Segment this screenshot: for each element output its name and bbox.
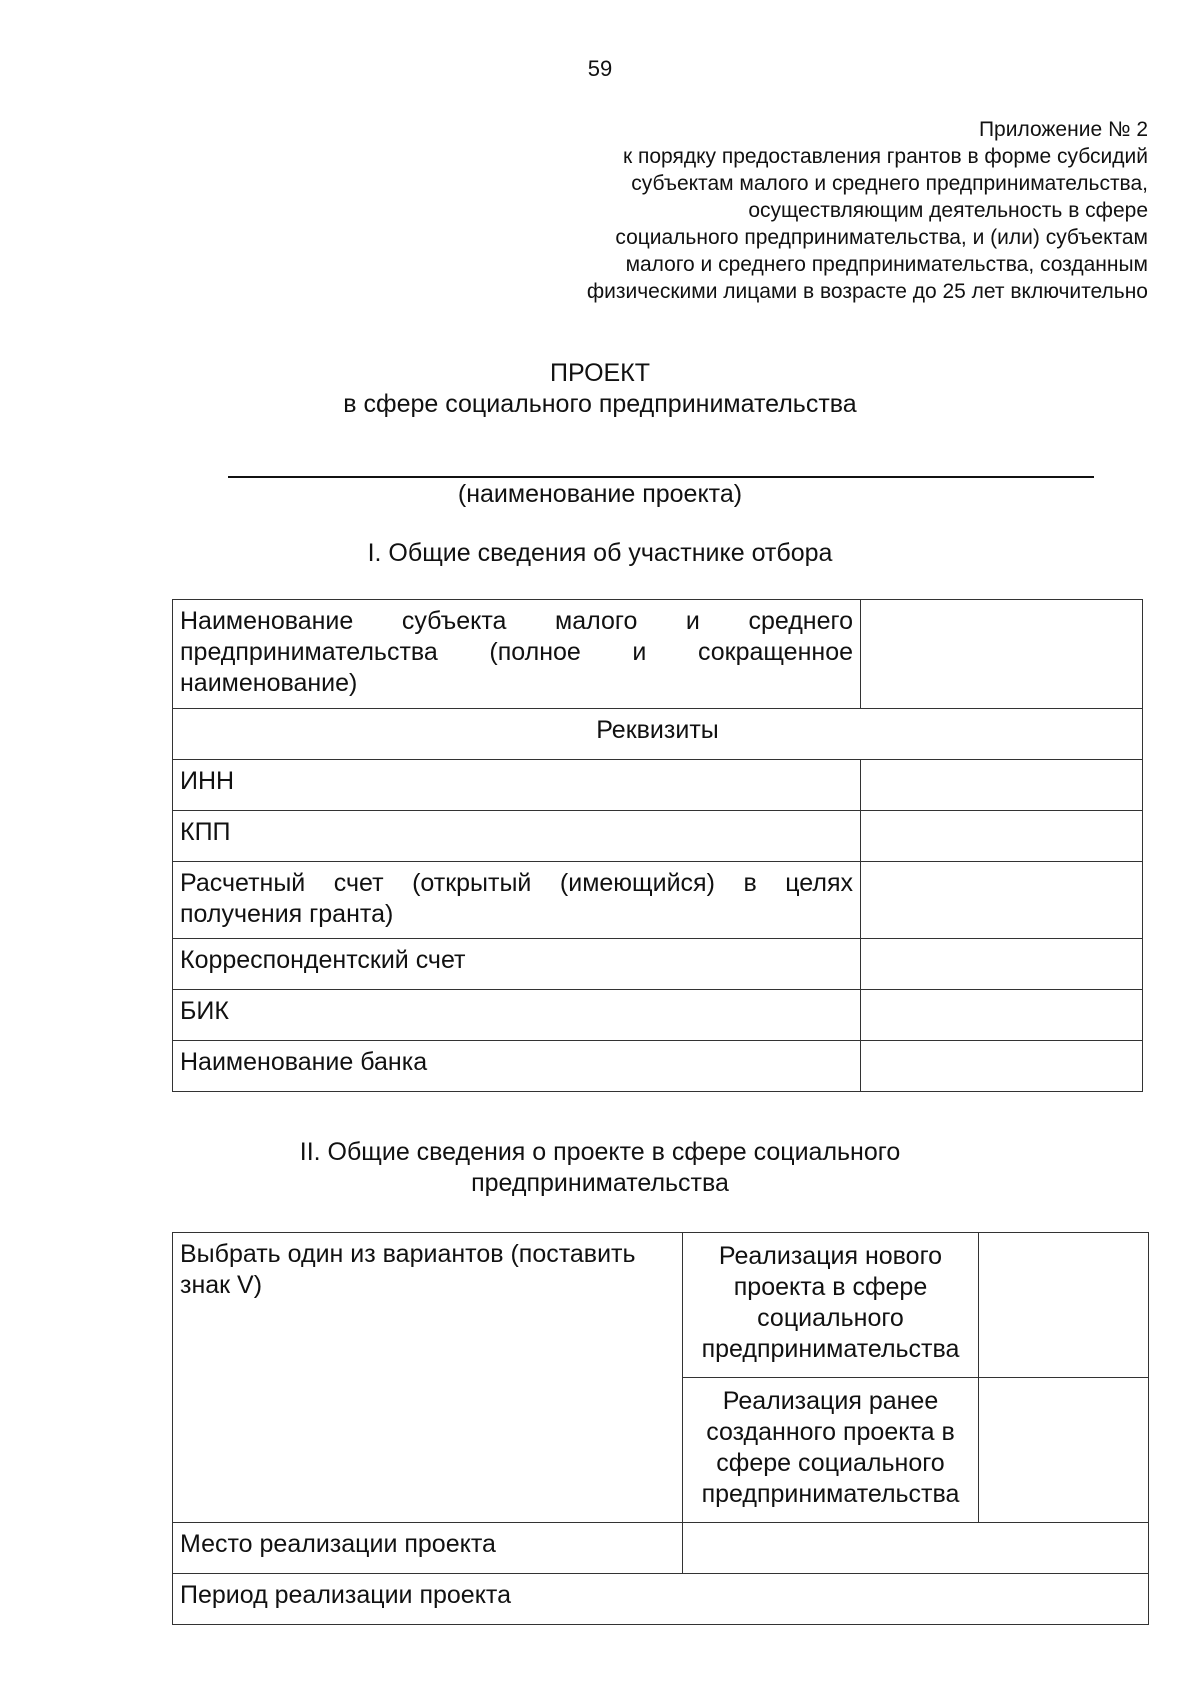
page-number: 59 xyxy=(587,56,613,81)
bank-name-value[interactable] xyxy=(861,1041,1143,1092)
section2-heading xyxy=(0,1137,1200,1199)
table-row xyxy=(173,1523,1149,1574)
option-new-project-label: Реализация нового проекта в сфере социального предпринимательства xyxy=(683,1233,979,1378)
option-existing-project-mark[interactable] xyxy=(979,1378,1149,1523)
appendix-line: осуществляющим деятельность в сфере xyxy=(748,199,1148,222)
section1-heading xyxy=(0,538,1200,569)
option-new-project-mark[interactable] xyxy=(979,1233,1149,1378)
project-info-table xyxy=(172,1232,1149,1625)
entity-name-label: Наименование субъекта малого и среднего предпринимательства (полное и сокращенное наименование) xyxy=(173,600,861,709)
appendix-header xyxy=(428,116,1148,305)
project-place-value[interactable] xyxy=(683,1523,1149,1574)
project-place-label: Место реализации проекта xyxy=(173,1523,683,1574)
project-period-label: Период реализации проекта xyxy=(173,1574,1149,1625)
option-existing-project-label: Реализация ранее созданного проекта в сфере социального предпринимательства xyxy=(683,1378,979,1523)
section1-heading-text: I. Общие сведения об участнике отбора xyxy=(367,539,833,567)
document-title xyxy=(0,358,1200,420)
settlement-account-label: Расчетный счет (открытый (имеющийся) в целях получения гранта) xyxy=(173,862,861,939)
bik-value[interactable] xyxy=(861,990,1143,1041)
table-row xyxy=(173,1233,1149,1378)
table-row xyxy=(173,600,1143,709)
appendix-line: социального предпринимательства, и (или) субъектам xyxy=(615,226,1148,249)
correspondent-account-label: Корреспондентский счет xyxy=(173,939,861,990)
table-row xyxy=(173,1041,1143,1092)
title-main: ПРОЕКТ xyxy=(549,359,651,387)
correspondent-account-value[interactable] xyxy=(861,939,1143,990)
appendix-line: физическими лицами в возрасте до 25 лет включительно xyxy=(586,280,1148,303)
kpp-value[interactable] xyxy=(861,811,1143,862)
bik-label: БИК xyxy=(173,990,861,1041)
settlement-account-value[interactable] xyxy=(861,862,1143,939)
section2-heading-line: II. Общие сведения о проекте в сфере социального xyxy=(299,1138,901,1166)
inn-label: ИНН xyxy=(173,760,861,811)
table-row xyxy=(173,709,1143,760)
table-row xyxy=(173,1574,1149,1625)
appendix-line: Приложение № 2 xyxy=(978,118,1148,141)
table-row xyxy=(173,760,1143,811)
table-row xyxy=(173,990,1143,1041)
project-name-caption: (наименование проекта) xyxy=(457,480,743,508)
table-row xyxy=(173,862,1143,939)
table-row xyxy=(173,939,1143,990)
requisites-heading: Реквизиты xyxy=(173,709,1143,760)
table-row xyxy=(173,811,1143,862)
inn-value[interactable] xyxy=(861,760,1143,811)
title-subtitle: в сфере социального предпринимательства xyxy=(343,390,857,418)
kpp-label: КПП xyxy=(173,811,861,862)
section2-heading-line: предпринимательства xyxy=(471,1169,729,1197)
entity-name-value[interactable] xyxy=(861,600,1143,709)
participant-info-table xyxy=(172,599,1143,1092)
bank-name-label: Наименование банка xyxy=(173,1041,861,1092)
choose-variant-label: Выбрать один из вариантов (поставить знак V) xyxy=(173,1233,683,1523)
appendix-line: субъектам малого и среднего предпринимательства, xyxy=(631,172,1148,195)
appendix-line: малого и среднего предпринимательства, созданным xyxy=(625,253,1148,276)
appendix-line: к порядку предоставления грантов в форме субсидий xyxy=(622,145,1148,168)
